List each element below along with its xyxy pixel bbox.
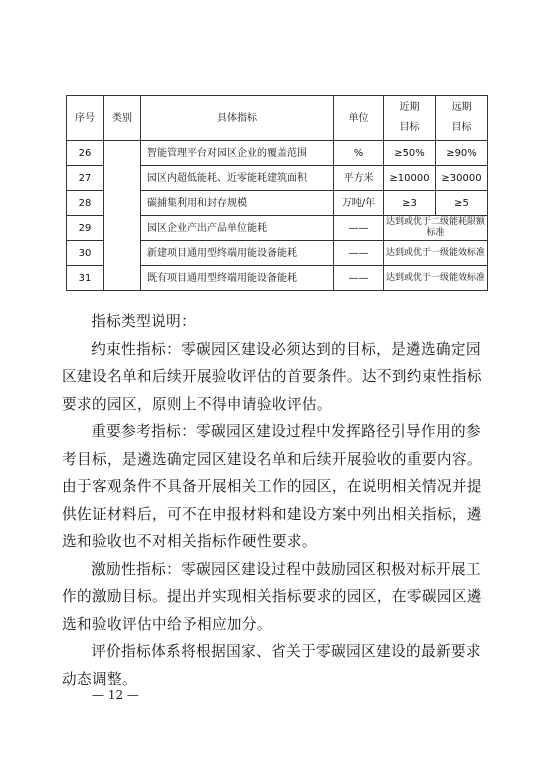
row-long-target: ≥30000 bbox=[436, 166, 488, 191]
row-unit: —— bbox=[334, 266, 384, 291]
row-index: 26 bbox=[67, 141, 104, 166]
row-near-target: ≥3 bbox=[384, 191, 436, 216]
paragraph-binding-indicators: 约束性指标：零碳园区建设必须达到的目标，是遴选确定园区建设名单和后续开展验收评估的首要条件。达不到约束性指标要求的园区，原则上不得申请验收评估。 bbox=[62, 340, 482, 413]
row-combined-target: 达到或优于二级能耗限额标准 bbox=[384, 216, 488, 241]
indicator-table bbox=[66, 95, 488, 291]
category-cell bbox=[104, 141, 141, 291]
row-indicator: 新建项目通用型终端用能设备能耗 bbox=[141, 241, 334, 266]
header-near-term bbox=[384, 96, 436, 141]
section-heading: 指标类型说明： bbox=[91, 313, 197, 330]
row-indicator: 园区企业产出产品单位能耗 bbox=[141, 216, 334, 241]
header-category: 类别 bbox=[104, 96, 141, 141]
header-near-term-line2: 目标 bbox=[399, 122, 420, 133]
header-indicator: 具体指标 bbox=[141, 96, 334, 141]
row-index: 28 bbox=[67, 191, 104, 216]
row-combined-target: 达到或优于一级能效标准 bbox=[384, 241, 488, 266]
table-header-row bbox=[67, 96, 488, 141]
row-long-target: ≥90% bbox=[436, 141, 488, 166]
table-row bbox=[67, 141, 488, 166]
paragraph-dynamic-adjustment: 评价指标体系将根据国家、省关于零碳园区建设的最新要求动态调整。 bbox=[62, 643, 482, 688]
row-unit: —— bbox=[334, 216, 384, 241]
explanation-text bbox=[62, 308, 488, 693]
header-long-term-line1: 远期 bbox=[451, 102, 472, 113]
row-indicator: 既有项目通用型终端用能设备能耗 bbox=[141, 266, 334, 291]
row-index: 29 bbox=[67, 216, 104, 241]
row-index: 30 bbox=[67, 241, 104, 266]
paragraph-reference-indicators: 重要参考指标：零碳园区建设过程中发挥路径引导作用的参考目标，是遴选确定园区建设名单和后续开展验收的重要内容。由于客观条件不具备开展相关工作的园区，在说明相关情况并提供佐证材料后，可不在申报材料和建设方案中列出相关指标，遴选和验收也不对相关指标作硬性要求。 bbox=[62, 423, 482, 550]
row-long-target: ≥5 bbox=[436, 191, 488, 216]
header-near-term-line1: 近期 bbox=[399, 102, 420, 113]
row-unit: 平方米 bbox=[334, 166, 384, 191]
row-near-target: ≥50% bbox=[384, 141, 436, 166]
page-number: — 12 — bbox=[92, 688, 139, 702]
header-long-term-line2: 目标 bbox=[451, 122, 472, 133]
row-unit: 万吨/年 bbox=[334, 191, 384, 216]
row-unit: % bbox=[334, 141, 384, 166]
header-index: 序号 bbox=[67, 96, 104, 141]
row-index: 31 bbox=[67, 266, 104, 291]
row-unit: —— bbox=[334, 241, 384, 266]
row-near-target: ≥10000 bbox=[384, 166, 436, 191]
row-indicator: 智能管理平台对园区企业的覆盖范围 bbox=[141, 141, 334, 166]
row-index: 27 bbox=[67, 166, 104, 191]
paragraph-incentive-indicators: 激励性指标：零碳园区建设过程中鼓励园区积极对标开展工作的激励目标。提出并实现相关指标要求的园区，在零碳园区遴选和验收评估中给予相应加分。 bbox=[62, 560, 482, 633]
header-long-term bbox=[436, 96, 488, 141]
header-unit: 单位 bbox=[334, 96, 384, 141]
row-indicator: 碳捕集利用和封存规模 bbox=[141, 191, 334, 216]
row-combined-target: 达到或优于一级能效标准 bbox=[384, 266, 488, 291]
row-indicator: 园区内超低能耗、近零能耗建筑面积 bbox=[141, 166, 334, 191]
